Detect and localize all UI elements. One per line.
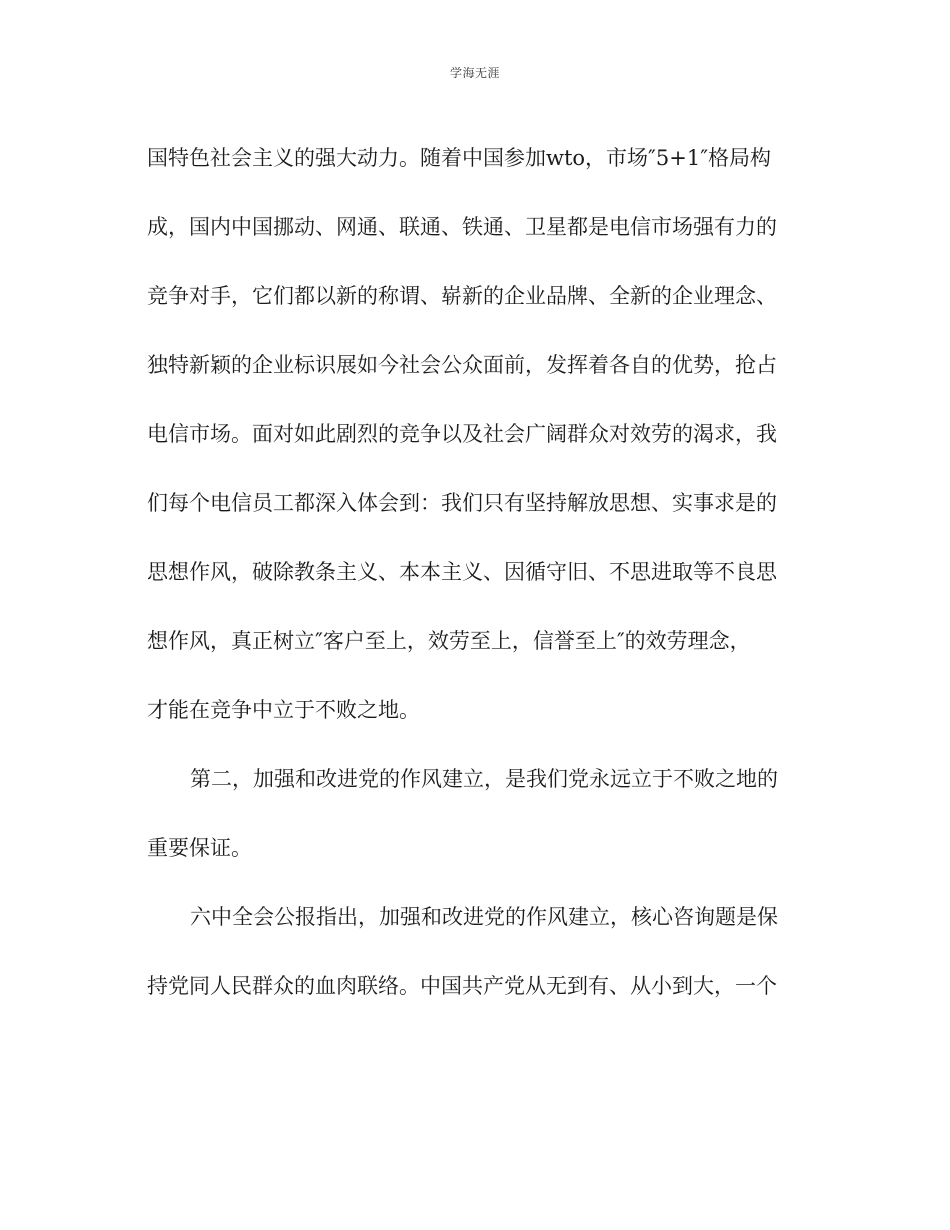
paragraph-line: 第二，加强和改进党的作风建立，是我们党永远立于不败之地的 bbox=[190, 767, 778, 791]
paragraph-line: 电信市场。面对如此剧烈的竞争以及社会广阔群众对效劳的渴求，我 bbox=[147, 422, 777, 446]
paragraph-line: 重要保证。 bbox=[147, 836, 252, 860]
page-header: 学海无涯 bbox=[449, 66, 500, 80]
paragraph-line: 国特色社会主义的强大动力。随着中国参加wto，市场″5+1″格局构 bbox=[147, 146, 772, 170]
paragraph-line: 才能在竞争中立于不败之地。 bbox=[147, 698, 420, 722]
paragraph-line: 六中全会公报指出，加强和改进党的作风建立，核心咨询题是保 bbox=[190, 905, 778, 929]
paragraph-line: 想作风，真正树立″客户至上，效劳至上，信誉至上″的效劳理念， bbox=[147, 629, 751, 653]
paragraph-line: 持党同人民群众的血肉联络。中国共产党从无到有、从小到大，一个 bbox=[147, 974, 777, 998]
paragraph-line: 思想作风，破除教条主义、本本主义、因循守旧、不思进取等不良思 bbox=[147, 560, 777, 584]
paragraph-line: 竞争对手，它们都以新的称谓、崭新的企业品牌、全新的企业理念、 bbox=[147, 284, 777, 308]
paragraph-line: 成，国内中国挪动、网通、联通、铁通、卫星都是电信市场强有力的 bbox=[147, 215, 777, 239]
paragraph-line: 们每个电信员工都深入体会到：我们只有坚持解放思想、实事求是的 bbox=[147, 491, 777, 515]
paragraph-line: 独特新颖的企业标识展如今社会公众面前，发挥着各自的优势，抢占 bbox=[147, 353, 777, 377]
